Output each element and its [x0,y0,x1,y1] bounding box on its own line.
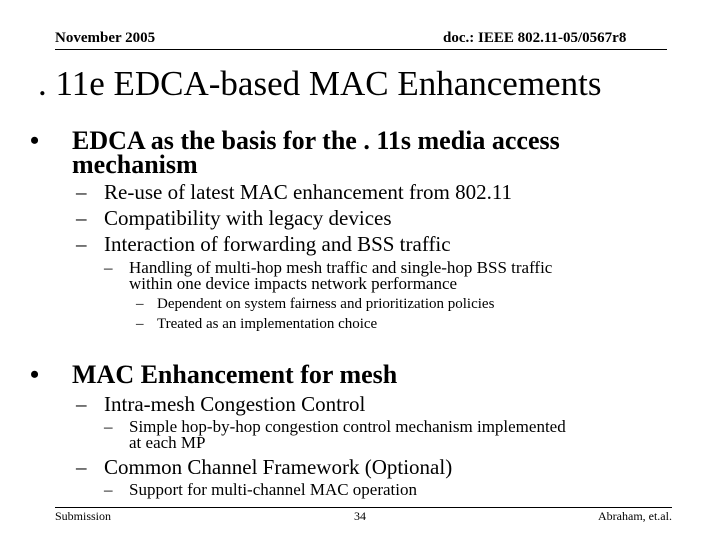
bullet1-line1: EDCA as the basis for the . 11s media access [72,126,560,155]
dash-marker: – [104,417,113,436]
footer-author: Abraham, et.al. [598,509,672,523]
dash-marker: – [76,232,87,256]
dash-marker: – [76,392,87,416]
dash-marker: – [104,258,113,277]
bullet2-sub1: Intra-mesh Congestion Control [104,392,366,416]
dash-marker: – [76,180,87,204]
header-rule [55,49,667,50]
detail-line2: within one device impacts network performance [129,274,458,293]
bullet1-line2: mechanism [72,150,198,179]
bullet2-text: MAC Enhancement for mesh [72,360,398,389]
footer-submission: Submission [55,509,112,523]
bullet1-sub2: Compatibility with legacy devices [104,206,392,230]
header-doc-id: doc.: IEEE 802.11-05/0567r8 [443,30,627,46]
dash-marker: – [136,316,144,332]
slide-title: . 11e EDCA-based MAC Enhancements [38,64,602,103]
point2: Treated as an implementation choice [157,316,378,332]
header-date: November 2005 [55,30,156,46]
bullet-marker: • [30,360,40,389]
dash-marker: – [76,455,87,479]
dash-marker: – [76,206,87,230]
bullet2-sub2-detail: Support for multi-channel MAC operation [129,480,418,499]
detail-line1: Handling of multi-hop mesh traffic and single-hop BSS traffic [129,258,553,277]
bullet1-sub3: Interaction of forwarding and BSS traffic [104,232,451,256]
bullet2-sub1-detail-line2: at each MP [129,433,206,452]
dash-marker: – [136,296,144,312]
footer-rule [55,507,672,508]
bullet2-sub1-detail-line1: Simple hop-by-hop congestion control mechanism implemented [129,417,566,436]
dash-marker: – [104,480,113,499]
footer-page-number: 34 [354,509,366,523]
bullet2-sub2: Common Channel Framework (Optional) [104,455,453,479]
point1: Dependent on system fairness and prioritization policies [157,296,495,312]
bullet-marker: • [30,126,40,155]
bullet1-sub1: Re-use of latest MAC enhancement from 802.11 [104,180,513,204]
